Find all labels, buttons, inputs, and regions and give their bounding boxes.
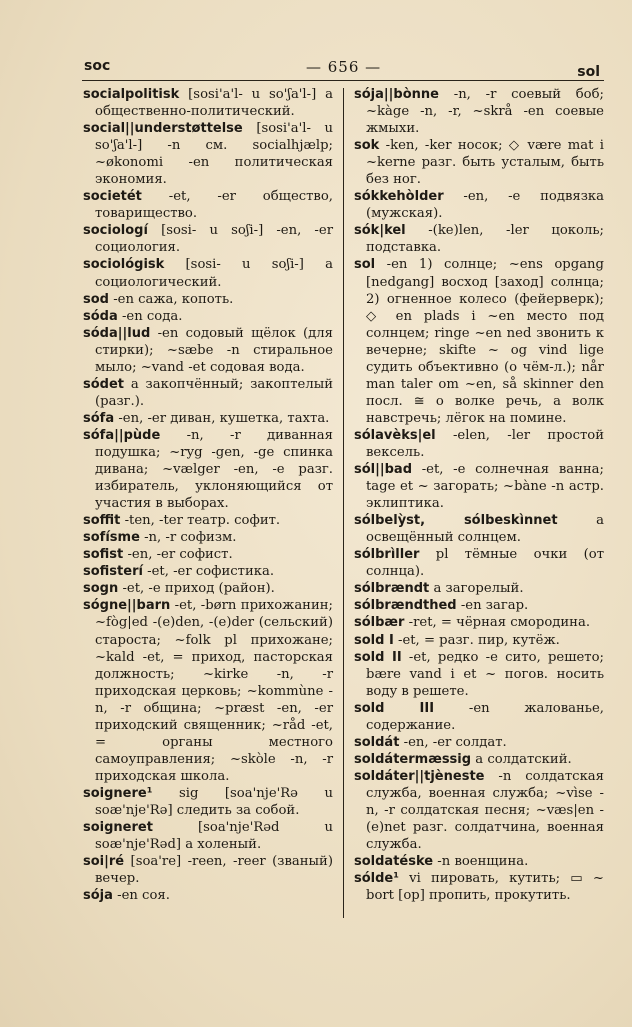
page-number: — 656 —	[306, 58, 382, 76]
entry-headword: sofísme	[83, 530, 140, 546]
entry-definition: -en, -er солдат.	[403, 734, 507, 750]
dictionary-entry	[83, 580, 333, 597]
dictionary-entry	[83, 222, 333, 256]
entry-definition: -n, -r соевый боб; ~kàge -n, -r, ~skrå -en соевые жмыхи.	[366, 87, 604, 137]
entry-definition: -en, -er софист.	[127, 547, 233, 563]
entry-definition: -en сажа, копоть.	[113, 291, 234, 307]
dictionary-entry	[354, 137, 604, 188]
dictionary-entry	[83, 376, 333, 410]
entry-definition: a солдатский.	[475, 751, 572, 767]
entry-definition: a закопчённый; закоптелый (разг.).	[95, 376, 333, 409]
entry-definition: -en жалованье, содержание.	[366, 700, 604, 733]
entry-definition: -ret, = чёрная смородина.	[408, 615, 591, 631]
entry-headword: social||understøttelse	[83, 121, 243, 137]
entry-headword: sógne||barn	[83, 598, 171, 614]
dictionary-entry	[83, 529, 333, 546]
entry-definition: -(ke)len, -ler цоколь; подставка.	[366, 223, 604, 256]
entry-headword: soffit	[83, 513, 121, 529]
entry-definition: -et, редко -e сито, решето; bære vand i et ~ погов. носить воду в решете.	[366, 649, 604, 699]
entry-definition: [sosi- u soʃi-] a социологический.	[95, 257, 333, 290]
entry-headword: sociológisk	[83, 257, 165, 273]
dictionary-entry	[354, 188, 604, 222]
entry-headword: sold I	[354, 632, 394, 648]
dictionary-entry	[354, 768, 604, 853]
dictionary-entry	[83, 308, 333, 325]
guide-word-right: sol	[577, 64, 600, 80]
entry-headword: sólbrændthed	[354, 598, 457, 614]
header-rule	[82, 80, 604, 81]
dictionary-entry	[83, 785, 333, 819]
dictionary-entry	[83, 188, 333, 222]
dictionary-entry	[83, 512, 333, 529]
dictionary-entry	[354, 256, 604, 426]
entry-headword: sol	[354, 257, 376, 273]
entry-headword: sója||bònne	[354, 87, 439, 102]
entry-definition: -en, -e подвязка (мужская).	[366, 189, 604, 222]
entry-headword: sólde¹	[354, 871, 399, 887]
dictionary-entry	[354, 461, 604, 512]
dictionary-entry	[354, 86, 604, 137]
entry-headword: soldáter||tjèneste	[354, 768, 485, 784]
entry-definition: -en 1) солнце; ~ens opgang [nedgang] восход [заход] солнца; 2) огненное колесо (фейерверк); ◇ en plads i ~en место под солнцем; ringe ~en ned звонить к вечерне; skifte ~ og vind lige судить объективно (о чём-л.); når man taler om ~en, så skinner den посл. ≅ о волке речь, а волк навстречь; лёгок на помине.	[366, 257, 604, 426]
dictionary-entry	[354, 853, 604, 870]
dictionary-entry	[354, 700, 604, 734]
entry-definition: -ten, -ter театр. софит.	[124, 513, 281, 529]
entry-definition: -n военщина.	[437, 854, 529, 870]
entry-definition: -en сода.	[121, 308, 183, 324]
dictionary-entry	[354, 870, 604, 904]
entry-definition: [sosi'a'l- u so'ʃa'l-] a общественно-политический.	[95, 87, 333, 120]
dictionary-entry	[83, 546, 333, 563]
entry-headword: sóda||lud	[83, 325, 151, 341]
dictionary-entry	[83, 819, 333, 853]
entry-headword: soldát	[354, 734, 400, 750]
dictionary-entry	[354, 614, 604, 631]
right-column	[354, 86, 604, 904]
entry-definition: a освещённый солнцем.	[366, 513, 604, 546]
entry-headword: sókkehòlder	[354, 189, 444, 205]
entry-headword: sólbrìller	[354, 547, 420, 563]
entry-headword: sok	[354, 138, 380, 154]
dictionary-entry	[354, 546, 604, 580]
column-divider	[343, 88, 344, 918]
entry-definition: [soa'nje'Rəd u soæ'nje'Rəd] a холеный.	[95, 820, 333, 853]
dictionary-entry	[354, 632, 604, 649]
dictionary-entry	[354, 512, 604, 546]
dictionary-entry	[354, 597, 604, 614]
dictionary-entry	[354, 649, 604, 700]
left-column	[83, 86, 333, 904]
entry-headword: sófa	[83, 410, 115, 426]
entry-definition: [soa're] -reen, -reer (званый) вечер.	[95, 854, 333, 887]
entry-definition: pl тёмные очки (от солнца).	[366, 547, 604, 580]
dictionary-entry	[83, 597, 333, 785]
entry-definition: -et, = разг. пир, кутёж.	[398, 632, 560, 648]
entry-definition: -en загар.	[460, 598, 529, 614]
entry-definition: -elen, -ler простой вексель.	[366, 427, 604, 460]
entry-headword: soldatéske	[354, 854, 434, 870]
entry-headword: sólavèks|el	[354, 427, 436, 443]
entry-definition: -en соя.	[117, 888, 170, 904]
entry-headword: sociologí	[83, 223, 148, 239]
dictionary-entry	[83, 410, 333, 427]
entry-headword: sólbær	[354, 615, 405, 631]
dictionary-entry	[83, 86, 333, 120]
dictionary-entry	[83, 256, 333, 290]
entry-headword: soi|ré	[83, 854, 125, 870]
entry-headword: sól||bad	[354, 462, 413, 478]
entry-headword: sogn	[83, 581, 119, 597]
dictionary-entry	[354, 580, 604, 597]
guide-word-left: soc	[84, 58, 111, 74]
entry-headword: sóda	[83, 308, 118, 324]
entry-headword: sófa||pùde	[83, 427, 161, 443]
entry-definition: -n, -r диванная подушка; ~ryg -gen, -ge спинка дивана; ~vælger -en, -e разг. избиратель, уклоняющийся от участия в выборах.	[95, 427, 333, 512]
entry-definition: -et, -er софистика.	[147, 564, 275, 580]
entry-headword: societét	[83, 189, 142, 205]
entry-definition: -et, -e приход (район).	[122, 581, 275, 597]
entry-definition: -n солдатская служба, военная служба; ~vìse -n, -r солдатская песня; ~væs|en -(e)net разг. солдатчина, военная служба.	[366, 768, 604, 853]
entry-definition: sig [soa'nje'Rə u soæ'nje'Rə] следить за собой.	[95, 785, 333, 818]
entry-definition: vi пировать, кутить; ▭ ~ bort [op] пропить, прокутить.	[366, 871, 604, 904]
entry-definition: -en содовый щёлок (для стирки); ~sæbe -n стиральное мыло; ~vand -et содовая вода.	[95, 325, 333, 375]
entry-headword: soignere¹	[83, 785, 153, 801]
entry-headword: sofisterí	[83, 564, 143, 580]
entry-headword: soldátermæssig	[354, 751, 472, 767]
entry-definition: -et, -er общество, товарищество.	[95, 189, 333, 222]
entry-definition: -n, -r софизм.	[144, 530, 237, 546]
dictionary-entry	[354, 427, 604, 461]
entry-headword: sója	[83, 888, 113, 904]
entry-headword: socialpolitisk	[83, 87, 180, 102]
entry-definition: -en, -er диван, кушетка, тахта.	[118, 410, 330, 426]
dictionary-entry	[83, 853, 333, 887]
dictionary-entry	[354, 751, 604, 768]
entry-headword: soigneret	[83, 820, 153, 836]
dictionary-entry	[83, 291, 333, 308]
entry-headword: sódet	[83, 376, 125, 392]
entry-headword: sólbrændt	[354, 581, 430, 597]
dictionary-entry	[83, 325, 333, 376]
entry-definition: -et, -e солнечная ванна; tage et ~ загорать; ~bàne -n астр. эклиптика.	[366, 462, 604, 512]
entry-headword: sólbelỳst, sólbeskìnnet	[354, 513, 558, 529]
dictionary-entry	[83, 887, 333, 904]
entry-headword: sold III	[354, 700, 435, 716]
page-header	[84, 58, 604, 78]
dictionary-entry	[83, 120, 333, 188]
entry-definition: [sosi- u soʃi-] -en, -er социология.	[95, 223, 333, 256]
dictionary-entry	[354, 734, 604, 751]
entry-definition: [sosi'a'l- u so'ʃa'l-] -n см. socialhjælp; ~økonomi -en политическая экономия.	[95, 121, 333, 188]
entry-definition: -et, -børn прихожанин; ~fòg|ed -(e)den, -(e)der (сельский) староста; ~folk pl прихожане; ~kald -et, = приход, пасторская должность; ~kirke -n, -r приходская церковь; ~kommùne -n, -r община; ~præst -en, -er приходский священник; ~råd -et, = органы местного самоуправления; ~skòle -n, -r приходская школа.	[95, 598, 333, 784]
entry-definition: a загорелый.	[433, 581, 524, 597]
dictionary-entry	[83, 563, 333, 580]
dictionary-entry	[354, 222, 604, 256]
dictionary-entry	[83, 427, 333, 512]
entry-definition: -ken, -ker носок; ◇ være mat i ~kerne разг. быть усталым, быть без ног.	[366, 138, 604, 188]
entry-headword: sod	[83, 291, 109, 307]
entry-headword: sold II	[354, 649, 402, 665]
entry-headword: sók|kel	[354, 223, 406, 239]
entry-headword: sofist	[83, 547, 124, 563]
